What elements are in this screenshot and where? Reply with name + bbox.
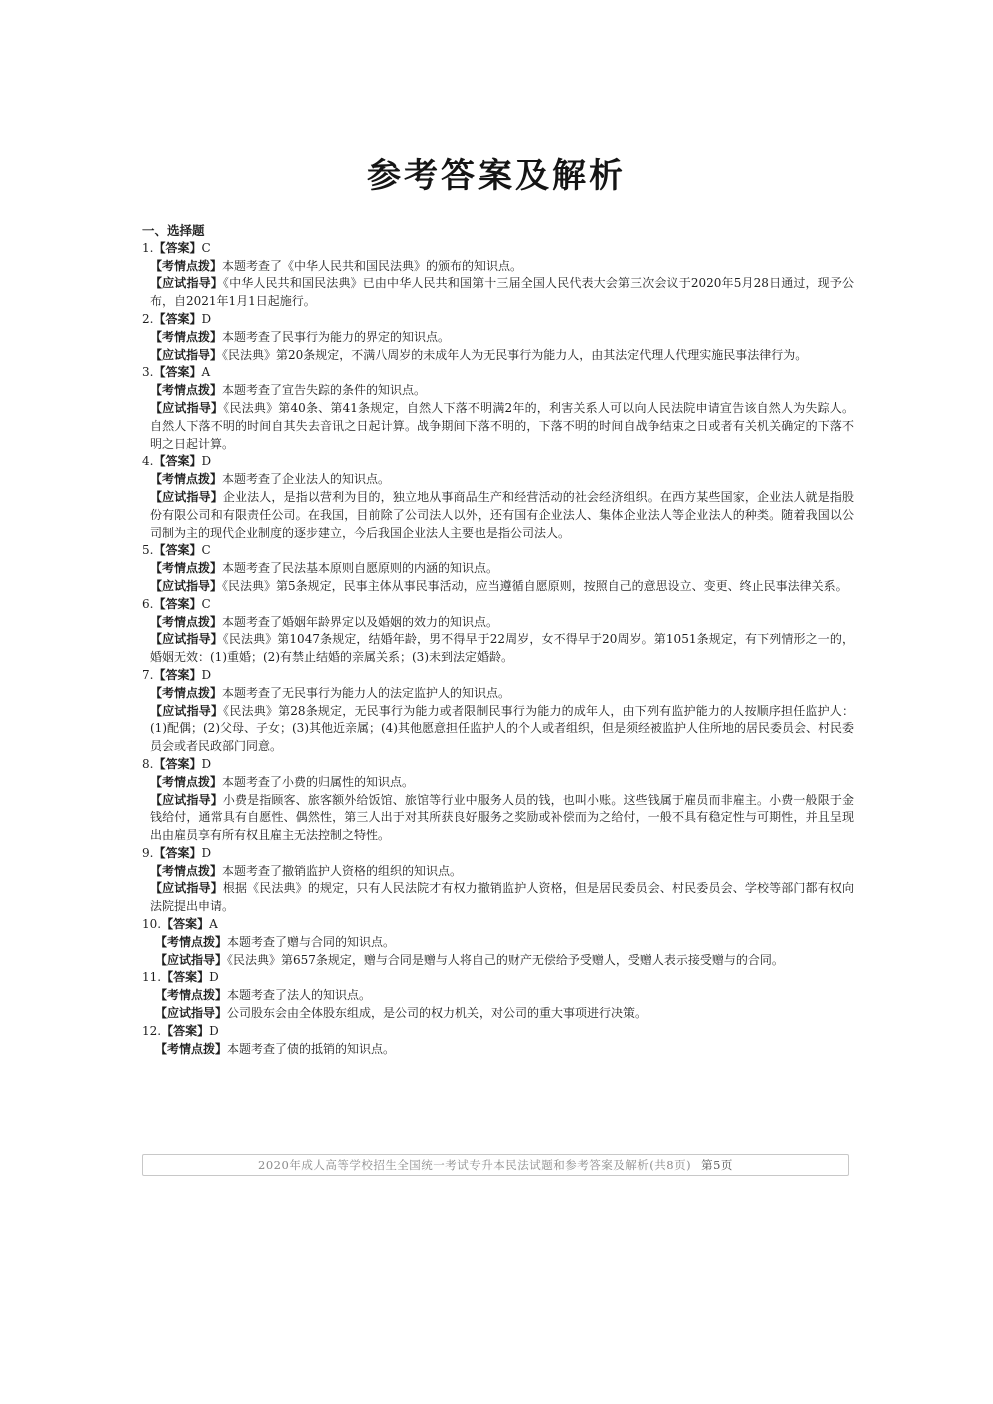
answer-label: 【答案】 (153, 365, 202, 380)
answer-label: 【答案】 (153, 543, 202, 558)
answer-label: 【答案】 (161, 1023, 210, 1038)
point-line (142, 685, 854, 703)
point-text: 本题考查了民事行为能力的界定的知识点。 (222, 329, 451, 344)
point-label: 【考情点拨】 (155, 934, 228, 949)
answer-label: 【答案】 (153, 756, 202, 771)
answer-line (142, 969, 854, 987)
guide-label: 【应试指导】 (150, 881, 223, 896)
question-item (142, 542, 854, 595)
answer-line (142, 364, 854, 382)
point-text: 本题考查了撤销监护人资格的组织的知识点。 (222, 863, 463, 878)
point-line (142, 614, 854, 632)
question-number: 5. (142, 543, 154, 558)
point-line (142, 1041, 854, 1059)
point-line (142, 774, 854, 792)
question-item (142, 596, 854, 667)
guide-label: 【应试指导】 (155, 952, 228, 967)
point-text: 本题考查了《中华人民共和国民法典》的颁布的知识点。 (222, 258, 523, 273)
question-item (142, 311, 854, 364)
point-text: 本题考查了赠与合同的知识点。 (227, 934, 396, 949)
guide-text: 《民法典》第657条规定，赠与合同是赠与人将自己的财产无偿给予受赠人，受赠人表示接受赠与的合同。 (227, 952, 784, 967)
guide-line (142, 578, 854, 596)
page-number: 第5页 (701, 1158, 733, 1172)
point-line (142, 934, 854, 952)
answer-label: 【答案】 (153, 667, 202, 682)
point-label: 【考情点拨】 (150, 472, 223, 487)
guide-line (142, 952, 854, 970)
guide-label: 【应试指导】 (150, 276, 223, 291)
point-line (142, 863, 854, 881)
guide-line (142, 631, 854, 667)
point-line (142, 258, 854, 276)
point-label: 【考情点拨】 (150, 561, 223, 576)
guide-text: 公司股东会由全体股东组成，是公司的权力机关，对公司的重大事项进行决策。 (227, 1006, 648, 1021)
question-item (142, 756, 854, 845)
question-number: 2. (142, 311, 154, 326)
guide-line (142, 792, 854, 845)
question-number: 4. (142, 454, 154, 469)
answer-line (142, 240, 854, 258)
guide-label: 【应试指导】 (150, 632, 223, 647)
question-item (142, 845, 854, 916)
guide-text: 《民法典》第28条规定，无民事行为能力或者限制民事行为能力的成年人，由下列有监护能力的人按顺序担任监护人：(1)配偶；(2)父母、子女；(3)其他近亲属；(4)其他愿意担任监护人的个人或者组织，但是须经被监护人住所地的居民委员会、村民委员会或者民政部门同意。 (150, 703, 854, 754)
point-text: 本题考查了债的抵销的知识点。 (227, 1041, 396, 1056)
answer-content (142, 222, 854, 1058)
guide-label: 【应试指导】 (150, 489, 223, 504)
guide-label: 【应试指导】 (150, 400, 224, 415)
guide-text: 根据《民法典》的规定，只有人民法院才有权力撤销监护人资格，但是居民委员会、村民委员会、学校等部门都有权向法院提出申请。 (150, 881, 854, 914)
point-text: 本题考查了小费的归属性的知识点。 (222, 774, 415, 789)
guide-text: 《民法典》第40条、第41条规定，自然人下落不明满2年的，利害关系人可以向人民法院申请宣告该自然人为失踪人。自然人下落不明的时间自其失去音讯之日起计算。战争期间下落不明的，下落不明的时间自战争结束之日或者有关机关确定的下落不明之日起计算。 (150, 400, 854, 451)
point-label: 【考情点拨】 (150, 614, 223, 629)
question-number: 1. (142, 240, 154, 255)
question-item (142, 240, 854, 311)
point-label: 【考情点拨】 (155, 1041, 228, 1056)
answer-value: C (201, 240, 211, 255)
question-number: 10. (142, 917, 162, 932)
point-text: 本题考查了法人的知识点。 (227, 988, 372, 1003)
answer-line (142, 311, 854, 329)
question-number: 9. (142, 845, 154, 860)
answer-label: 【答案】 (161, 917, 210, 932)
footer-text: 2020年成人高等学校招生全国统一考试专升本民法试题和参考答案及解析(共8页) (258, 1158, 692, 1172)
point-line (142, 471, 854, 489)
point-label: 【考情点拨】 (150, 685, 223, 700)
answer-label: 【答案】 (161, 970, 210, 985)
question-item (142, 916, 854, 969)
guide-line (142, 400, 854, 453)
answer-line (142, 596, 854, 614)
answer-line (142, 667, 854, 685)
answer-line (142, 756, 854, 774)
point-line (142, 560, 854, 578)
answer-label: 【答案】 (153, 596, 202, 611)
point-line (142, 329, 854, 347)
question-number: 7. (142, 667, 154, 682)
answer-line (142, 916, 854, 934)
answer-line (142, 1023, 854, 1041)
answer-value: A (209, 917, 218, 932)
guide-label: 【应试指导】 (150, 792, 223, 807)
question-item (142, 453, 854, 542)
guide-label: 【应试指导】 (150, 347, 223, 362)
guide-label: 【应试指导】 (150, 703, 224, 718)
page-title: 参考答案及解析 (367, 156, 626, 196)
answer-line (142, 845, 854, 863)
point-text: 本题考查了婚姻年龄界定以及婚姻的效力的知识点。 (222, 614, 499, 629)
guide-text: 小费是指顾客、旅客额外给饭馆、旅馆等行业中服务人员的钱，也叫小账。这些钱属于雇员而非雇主。小费一般限于金钱给付，通常具有自愿性、偶然性，第三人出于对其所获良好服务之奖励或补偿而为之给付，一般不具有稳定性与可期性，并且呈现出由雇员享有所有权且雇主无法控制之特性。 (150, 792, 854, 843)
question-item (142, 1023, 854, 1059)
guide-text: 《民法典》第5条规定，民事主体从事民事活动，应当遵循自愿原则，按照自己的意思设立、变更、终止民事法律关系。 (222, 578, 848, 593)
question-item (142, 969, 854, 1022)
answer-value: D (209, 1023, 219, 1038)
point-label: 【考情点拨】 (150, 863, 223, 878)
point-label: 【考情点拨】 (150, 774, 223, 789)
guide-line (142, 489, 854, 542)
point-text: 本题考查了宣告失踪的条件的知识点。 (222, 383, 427, 398)
point-label: 【考情点拨】 (150, 258, 223, 273)
guide-text: 《民法典》第1047条规定，结婚年龄，男不得早于22周岁，女不得早于20周岁。第1051条规定，有下列情形之一的，婚姻无效：(1)重婚；(2)有禁止结婚的亲属关系；(3)未到法定婚龄。 (150, 632, 854, 665)
answer-value: D (201, 667, 212, 682)
guide-text: 《中华人民共和国民法典》已由中华人民共和国第十三届全国人民代表大会第三次会议于2020年5月28日通过，现予公布，自2021年1月1日起施行。 (150, 276, 854, 309)
answer-line (142, 542, 854, 560)
point-text: 本题考查了民法基本原则自愿原则的内涵的知识点。 (222, 561, 499, 576)
point-text: 本题考查了企业法人的知识点。 (222, 472, 391, 487)
guide-line (142, 347, 854, 365)
guide-line (142, 1005, 854, 1023)
question-number: 8. (142, 756, 154, 771)
question-number: 12. (142, 1023, 162, 1038)
guide-label: 【应试指导】 (155, 1006, 228, 1021)
answer-line (142, 453, 854, 471)
point-line (142, 987, 854, 1005)
question-number: 3. (142, 365, 154, 380)
question-item (142, 364, 854, 453)
answer-value: D (201, 454, 212, 469)
question-item (142, 667, 854, 756)
answer-value: C (201, 596, 211, 611)
answer-value: D (201, 845, 212, 860)
question-number: 11. (142, 970, 162, 985)
answer-label: 【答案】 (153, 454, 202, 469)
guide-text: 企业法人，是指以营利为目的，独立地从事商品生产和经营活动的社会经济组织。在西方某些国家，企业法人就是指股份有限公司和有限责任公司。在我国，目前除了公司法人以外，还有国有企业法人、集体企业法人等企业法人的种类。随着我国以公司制为主的现代企业制度的逐步建立，今后我国企业法人主要也是指公司法人。 (150, 489, 854, 540)
guide-text: 《民法典》第20条规定，不满八周岁的未成年人为无民事行为能力人，由其法定代理人代理实施民事法律行为。 (222, 347, 808, 362)
answer-label: 【答案】 (153, 240, 202, 255)
page-footer (142, 1154, 849, 1176)
question-number: 6. (142, 596, 154, 611)
guide-line (142, 275, 854, 311)
answer-label: 【答案】 (153, 311, 202, 326)
section-heading: 一、选择题 (142, 223, 205, 238)
guide-label: 【应试指导】 (150, 578, 223, 593)
point-label: 【考情点拨】 (150, 329, 223, 344)
point-text: 本题考查了无民事行为能力人的法定监护人的知识点。 (222, 685, 511, 700)
answer-value: D (201, 756, 212, 771)
answer-value: C (201, 543, 211, 558)
point-line (142, 382, 854, 400)
answer-value: D (209, 970, 219, 985)
answer-value: A (201, 365, 211, 380)
answer-value: D (201, 311, 212, 326)
guide-line (142, 703, 854, 756)
point-label: 【考情点拨】 (155, 988, 228, 1003)
guide-line (142, 880, 854, 916)
point-label: 【考情点拨】 (150, 383, 223, 398)
answer-label: 【答案】 (153, 845, 202, 860)
